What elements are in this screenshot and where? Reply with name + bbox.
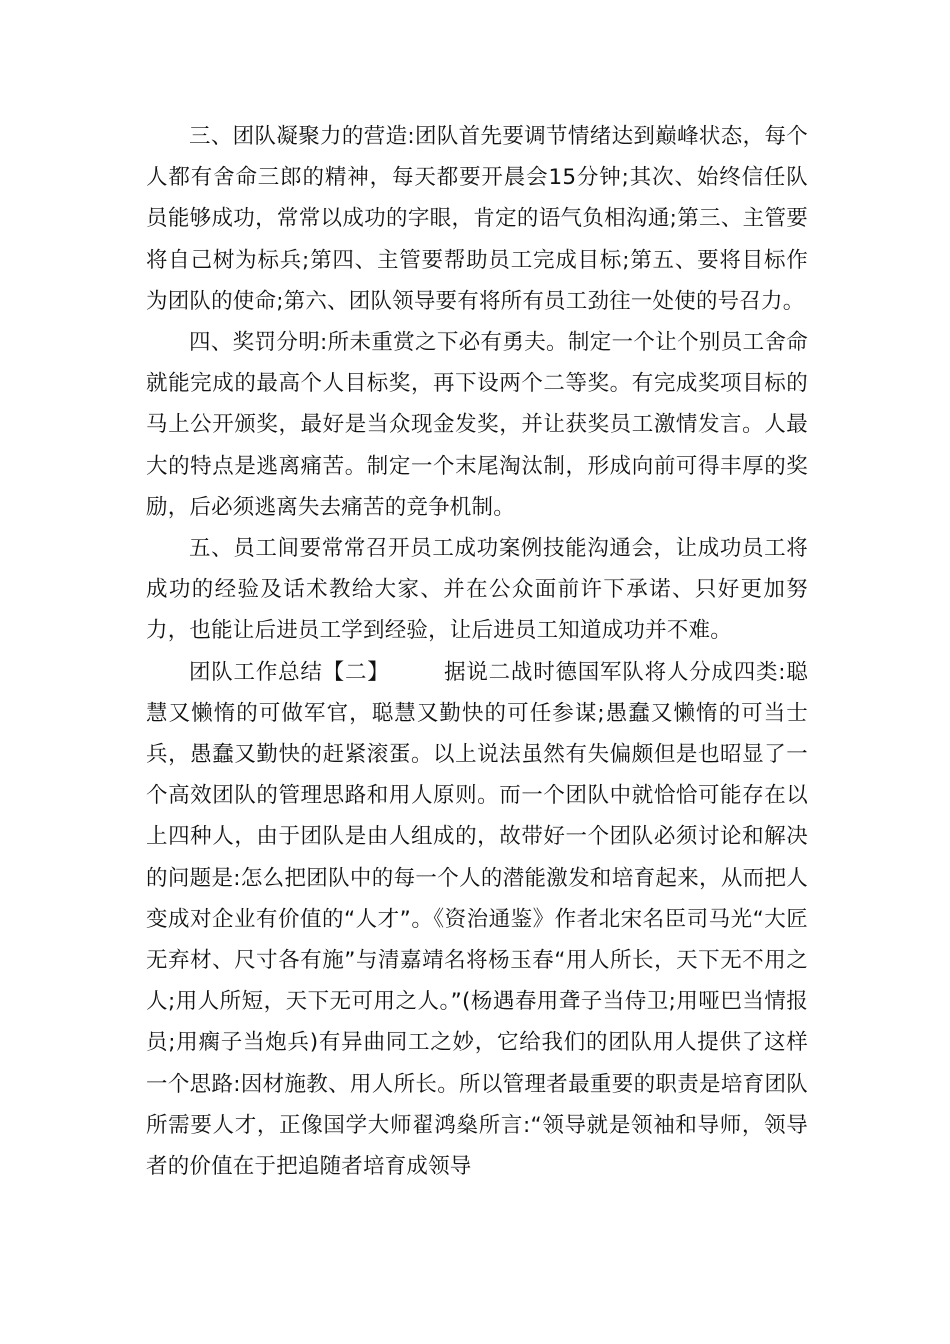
document-body: [146, 116, 808, 1187]
paragraph-summary-two: [146, 652, 808, 1188]
section-heading: 团队工作总结【二】: [189, 659, 390, 685]
section-body-text: 据说二战时德国军队将人分成四类:聪慧又懒惰的可做军官，聪慧又勤快的可任参谋;愚蠢又懒惰的可当士兵，愚蠢又勤快的赶紧滚蛋。以上说法虽然有失偏颇但是也昭显了一个高效团队的管理思路和用人原则。而一个团队中就恰恰可能存在以上四种人，由于团队是由人组成的，故带好一个团队必须讨论和解决的问题是:怎么把团队中的每一个人的潜能激发和培育起来，从而把人变成对企业有价值的“人才”。《资治通鉴》作者北宋名臣司马光“大匠无弃材、尺寸各有施”与清嘉靖名将杨玉春“用人所长，天下无不用之人;用人所短，天下无可用之人。”(杨遇春用聋子当侍卫;用哑巴当情报员;用瘸子当炮兵)有异曲同工之妙，它给我们的团队用人提供了这样一个思路:因材施教、用人所长。所以管理者最重要的职责是培育团队所需要人才，正像国学大师翟鸿燊所言:“领导就是领袖和导师，领导者的价值在于把追随者培育成领导: [146, 659, 808, 1180]
paragraph-success-sharing: 五、员工间要常常召开员工成功案例技能沟通会，让成功员工将成功的经验及话术教给大家、并在公众面前许下承诺、只好更加努力，也能让后进员工学到经验，让后进员工知道成功并不难。: [146, 536, 808, 644]
paragraph-rewards-penalties: 四、奖罚分明:所未重赏之下必有勇夫。制定一个让个别员工舍命就能完成的最高个人目标奖，再下设两个二等奖。有完成奖项目标的马上公开颁奖，最好是当众现金发奖，并让获奖员工激情发言。人最大的特点是逃离痛苦。制定一个末尾淘汰制，形成向前可得丰厚的奖励，后必须逃离失去痛苦的竞争机制。: [146, 330, 808, 520]
paragraph-team-cohesion: 三、团队凝聚力的营造:团队首先要调节情绪达到巅峰状态，每个人都有舍命三郎的精神，每天都要开晨会15分钟;其次、始终信任队员能够成功，常常以成功的字眼，肯定的语气负相沟通;第三、主管要将自己树为标兵;第四、主管要帮助员工完成目标;第五、要将目标作为团队的使命;第六、团队领导要有将所有员工劲往一处使的号召力。: [146, 124, 808, 314]
